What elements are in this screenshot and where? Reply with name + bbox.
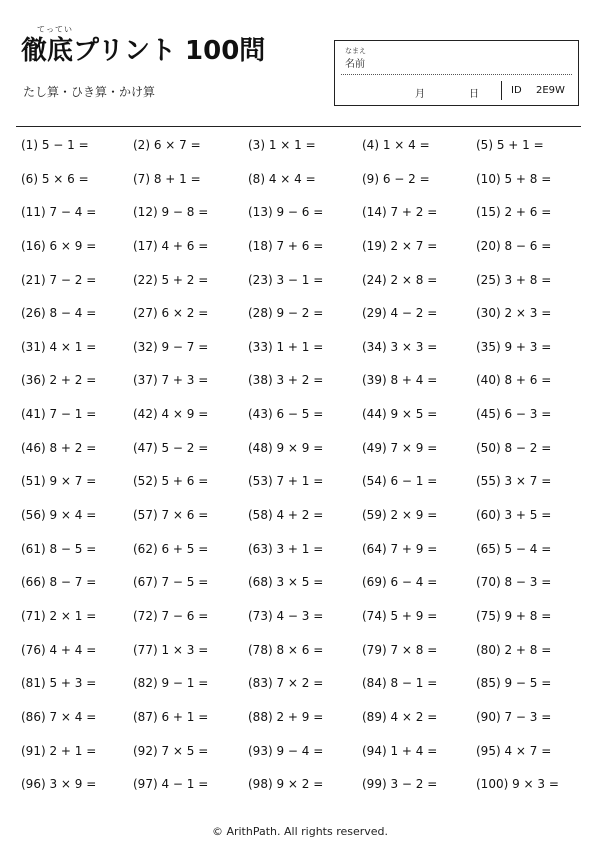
problem-item: (4) 1 × 4 = (362, 138, 430, 152)
problem-item: (39) 8 + 4 = (362, 373, 438, 388)
problem-item: (85) 9 − 5 = (476, 676, 552, 691)
problem-item: (86) 7 × 4 = (21, 709, 97, 724)
problem-item: (3) 1 × 1 = (248, 138, 316, 152)
problem-item: (59) 2 × 9 = (362, 508, 438, 523)
problem-item: (48) 9 × 9 = (248, 440, 324, 455)
problem-item: (49) 7 × 9 = (362, 440, 438, 455)
header-divider (16, 126, 581, 127)
problem-row (21, 163, 591, 197)
problem-item: (71) 2 × 1 = (21, 608, 97, 623)
problem-item: (28) 9 − 2 = (248, 306, 324, 321)
problem-item: (92) 7 × 5 = (133, 743, 209, 758)
problem-item: (27) 6 × 2 = (133, 306, 209, 321)
problem-item: (89) 4 × 2 = (362, 709, 438, 724)
name-ruby: なまえ (345, 47, 366, 55)
problem-item: (51) 9 × 7 = (21, 474, 97, 489)
problem-item: (84) 8 − 1 = (362, 676, 438, 691)
problem-item: (54) 6 − 1 = (362, 474, 438, 489)
problem-row (21, 566, 591, 600)
problem-item: (8) 4 × 4 = (248, 171, 316, 186)
problem-row (21, 465, 591, 499)
id-separator (501, 81, 502, 100)
problem-item: (75) 9 + 8 = (476, 608, 552, 623)
problem-item: (41) 7 − 1 = (21, 407, 97, 422)
name-date-id-box (334, 40, 579, 106)
problem-item: (22) 5 + 2 = (133, 272, 209, 287)
problem-row (21, 129, 591, 163)
problem-item: (34) 3 × 3 = (362, 339, 438, 354)
problem-row (21, 634, 591, 668)
problem-item: (66) 8 − 7 = (21, 575, 97, 590)
problem-item: (15) 2 + 6 = (476, 205, 552, 220)
problem-item: (82) 9 − 1 = (133, 676, 209, 691)
problem-item: (25) 3 + 8 = (476, 272, 552, 287)
problem-item: (26) 8 − 4 = (21, 306, 97, 321)
problem-row (21, 701, 591, 735)
problem-item: (42) 4 × 9 = (133, 407, 209, 422)
problem-item: (12) 9 − 8 = (133, 205, 209, 220)
problem-item: (81) 5 + 3 = (21, 676, 97, 691)
problem-item: (65) 5 − 4 = (476, 541, 552, 556)
day-label: 日 (469, 89, 479, 100)
page-subtitle: たし算・ひき算・かけ算 (23, 85, 156, 99)
problem-item: (33) 1 + 1 = (248, 339, 324, 354)
problem-row (21, 264, 591, 298)
problem-item: (30) 2 × 3 = (476, 306, 552, 321)
problem-item: (38) 3 + 2 = (248, 373, 324, 388)
problem-row (21, 667, 591, 701)
problem-item: (73) 4 − 3 = (248, 608, 324, 623)
problem-item: (56) 9 × 4 = (21, 508, 97, 523)
problem-item: (72) 7 − 6 = (133, 608, 209, 623)
problem-item: (2) 6 × 7 = (133, 138, 201, 152)
problem-item: (63) 3 + 1 = (248, 541, 324, 556)
problem-item: (77) 1 × 3 = (133, 642, 209, 657)
problem-item: (93) 9 − 4 = (248, 743, 324, 758)
problem-item: (61) 8 − 5 = (21, 541, 97, 556)
problem-item: (7) 8 + 1 = (133, 171, 201, 186)
problem-item: (35) 9 + 3 = (476, 339, 552, 354)
problem-row (21, 499, 591, 533)
page-title: 徹底プリント 100問 (21, 36, 266, 66)
problem-item: (1) 5 − 1 = (21, 138, 89, 152)
problem-grid (21, 129, 591, 802)
problem-row (21, 364, 591, 398)
problem-item: (95) 4 × 7 = (476, 743, 552, 758)
problem-item: (45) 6 − 3 = (476, 407, 552, 422)
name-dotted-line (341, 74, 572, 75)
problem-item: (78) 8 × 6 = (248, 642, 324, 657)
problem-item: (6) 5 × 6 = (21, 171, 89, 186)
problem-item: (79) 7 × 8 = (362, 642, 438, 657)
problem-item: (90) 7 − 3 = (476, 709, 552, 724)
month-label: 月 (415, 89, 425, 100)
problem-item: (74) 5 + 9 = (362, 608, 438, 623)
problem-item: (47) 5 − 2 = (133, 440, 209, 455)
problem-item: (88) 2 + 9 = (248, 709, 324, 724)
problem-item: (18) 7 + 6 = (248, 238, 324, 253)
problem-item: (9) 6 − 2 = (362, 171, 430, 186)
problem-item: (62) 6 + 5 = (133, 541, 209, 556)
problem-item: (19) 2 × 7 = (362, 238, 438, 253)
problem-item: (24) 2 × 8 = (362, 272, 438, 287)
problem-item: (20) 8 − 6 = (476, 238, 552, 253)
problem-item: (76) 4 + 4 = (21, 642, 97, 657)
problem-item: (99) 3 − 2 = (362, 777, 438, 792)
problem-item: (43) 6 − 5 = (248, 407, 324, 422)
problem-row (21, 432, 591, 466)
problem-row (21, 533, 591, 567)
problem-item: (87) 6 + 1 = (133, 709, 209, 724)
problem-row (21, 735, 591, 769)
problem-row (21, 331, 591, 365)
id-label: ID (511, 85, 522, 96)
problem-item: (50) 8 − 2 = (476, 440, 552, 455)
problem-item: (70) 8 − 3 = (476, 575, 552, 590)
problem-item: (52) 5 + 6 = (133, 474, 209, 489)
problem-item: (29) 4 − 2 = (362, 306, 438, 321)
problem-item: (36) 2 + 2 = (21, 373, 97, 388)
problem-item: (100) 9 × 3 = (476, 777, 559, 792)
problem-item: (46) 8 + 2 = (21, 440, 97, 455)
problem-item: (58) 4 + 2 = (248, 508, 324, 523)
problem-item: (55) 3 × 7 = (476, 474, 552, 489)
problem-item: (17) 4 + 6 = (133, 238, 209, 253)
problem-row (21, 297, 591, 331)
problem-item: (13) 9 − 6 = (248, 205, 324, 220)
problem-item: (94) 1 + 4 = (362, 743, 438, 758)
footer-copyright: © ArithPath. All rights reserved. (211, 825, 389, 838)
problem-item: (40) 8 + 6 = (476, 373, 552, 388)
problem-item: (96) 3 × 9 = (21, 777, 97, 792)
problem-item: (32) 9 − 7 = (133, 339, 209, 354)
problem-item: (10) 5 + 8 = (476, 171, 552, 186)
problem-item: (64) 7 + 9 = (362, 541, 438, 556)
problem-row (21, 600, 591, 634)
problem-item: (37) 7 + 3 = (133, 373, 209, 388)
problem-item: (68) 3 × 5 = (248, 575, 324, 590)
title-ruby: てってい (37, 25, 73, 34)
problem-item: (69) 6 − 4 = (362, 575, 438, 590)
problem-item: (57) 7 × 6 = (133, 508, 209, 523)
problem-item: (80) 2 + 8 = (476, 642, 552, 657)
problem-item: (97) 4 − 1 = (133, 777, 209, 792)
problem-item: (83) 7 × 2 = (248, 676, 324, 691)
problem-item: (53) 7 + 1 = (248, 474, 324, 489)
problem-item: (5) 5 + 1 = (476, 138, 544, 152)
problem-item: (98) 9 × 2 = (248, 777, 324, 792)
problem-row (21, 768, 591, 802)
problem-row (21, 196, 591, 230)
problem-item: (23) 3 − 1 = (248, 272, 324, 287)
problem-row (21, 230, 591, 264)
problem-item: (44) 9 × 5 = (362, 407, 438, 422)
problem-item: (60) 3 + 5 = (476, 508, 552, 523)
problem-item: (31) 4 × 1 = (21, 339, 97, 354)
name-label: 名前 (345, 59, 365, 70)
problem-item: (67) 7 − 5 = (133, 575, 209, 590)
id-value: 2E9W (536, 85, 565, 96)
problem-item: (11) 7 − 4 = (21, 205, 97, 220)
problem-item: (16) 6 × 9 = (21, 238, 97, 253)
problem-item: (21) 7 − 2 = (21, 272, 97, 287)
title-block (21, 25, 266, 67)
problem-item: (14) 7 + 2 = (362, 205, 438, 220)
problem-row (21, 398, 591, 432)
problem-item: (91) 2 + 1 = (21, 743, 97, 758)
